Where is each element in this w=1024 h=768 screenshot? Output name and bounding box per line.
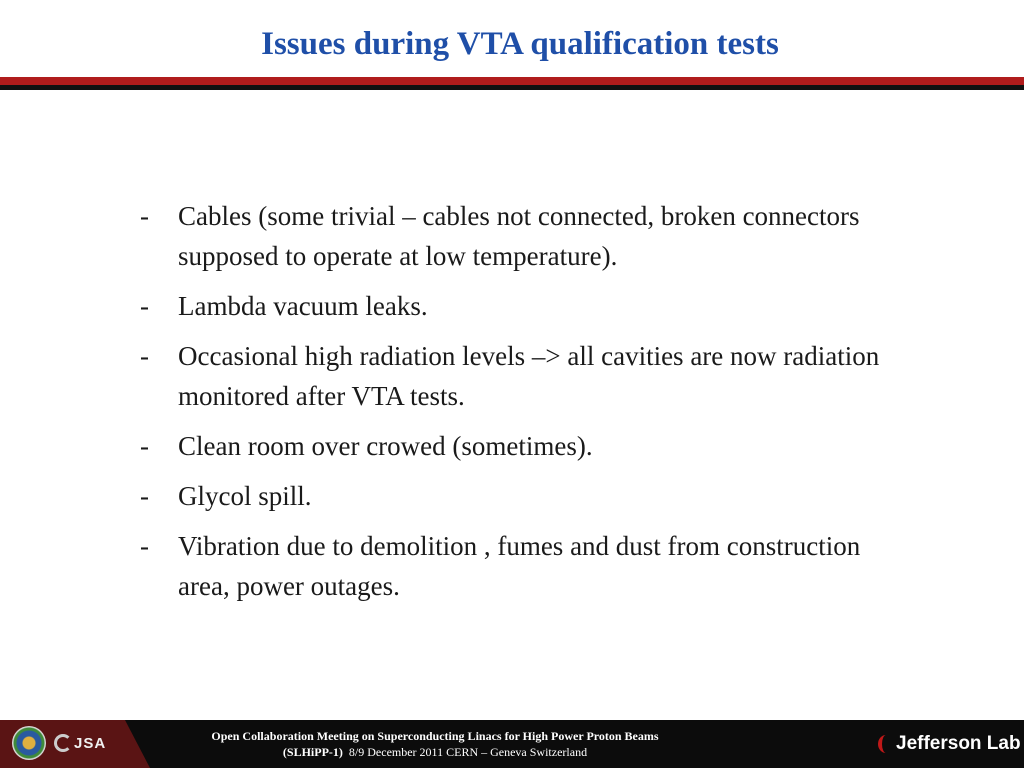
jsa-logo-text: JSA: [74, 734, 107, 752]
footer-caption: [140, 728, 730, 760]
bullet-text: Occasional high radiation levels –> all cavities are now radiation monitored after VTA tests.: [178, 341, 880, 411]
bullet-item: [140, 286, 900, 326]
bullet-marker: -: [140, 431, 149, 461]
title-rule-black: [0, 85, 1024, 90]
bullet-marker: -: [140, 531, 149, 561]
bullet-text: Lambda vacuum leaks.: [178, 291, 428, 321]
title-rule-red: [0, 77, 1024, 85]
jlab-swoosh-icon: [878, 735, 894, 753]
bullet-text: Glycol spill.: [178, 481, 312, 511]
bullet-item: [140, 426, 900, 466]
bullet-item: [140, 336, 900, 416]
jsa-logo-icon: [54, 730, 106, 756]
footer-line-1: Open Collaboration Meeting on Superconducting Linacs for High Power Proton Beams: [211, 729, 659, 743]
bullet-item: [140, 196, 900, 276]
bullet-list: [140, 196, 900, 616]
bullet-marker: -: [140, 341, 149, 371]
slide-title: Issues during VTA qualification tests: [261, 26, 779, 62]
bullet-marker: -: [140, 481, 149, 511]
bullet-marker: -: [140, 201, 149, 231]
jefferson-lab-logo-icon: [878, 732, 1021, 756]
footer-bar: [0, 720, 1024, 768]
footer-acronym: (SLHiPP-1): [282, 745, 343, 759]
footer-date-venue: 8/9 December 2011 CERN – Geneva Switzerland: [348, 745, 588, 759]
jefferson-lab-logo-text: Jefferson Lab: [896, 733, 1021, 754]
bullet-item: [140, 476, 900, 516]
bullet-text: Clean room over crowed (sometimes).: [178, 431, 593, 461]
bullet-marker: -: [140, 291, 149, 321]
footer-line-2: [140, 744, 730, 760]
doe-seal-icon: [12, 726, 46, 760]
bullet-text: Cables (some trivial – cables not connected, broken connectors supposed to operate at low temperature).: [178, 201, 860, 271]
jsa-swirl-icon: [54, 734, 72, 752]
bullet-item: [140, 526, 900, 606]
bullet-text: Vibration due to demolition , fumes and dust from construction area, power outages.: [178, 531, 861, 601]
